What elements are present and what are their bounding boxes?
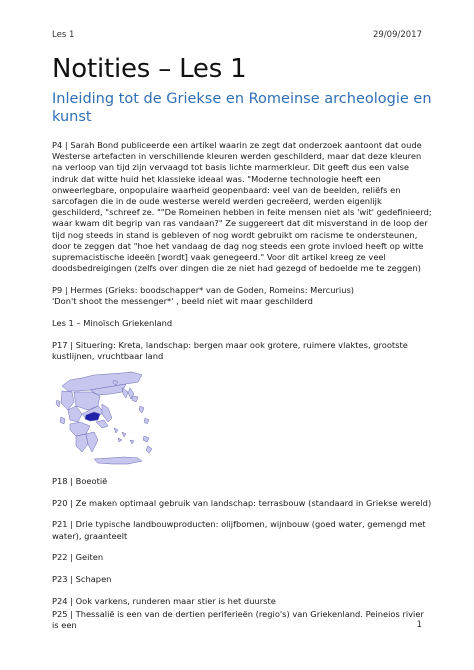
map-region: [76, 434, 88, 452]
paragraph-p18: P18 | Boeotië: [52, 475, 108, 486]
map-region: [96, 420, 108, 428]
map-region: [56, 400, 60, 407]
greece-map-image: [52, 370, 157, 470]
paragraph-p24: P24 | Ook varkens, runderen maar stier is het duurste: [52, 595, 276, 606]
map-region: [146, 446, 152, 453]
paragraph-p9: P9 | Hermes (Grieks: boodschapper* van de Goden, Romeins: Mercurius): [52, 284, 355, 295]
paragraph-p21: P21 | Drie typische landbouwproducten: olijfbomen, wijnbouw (goed water, gemengd met water), graanteelt: [52, 519, 426, 541]
page-subtitle: Inleiding tot de Griekse en Romeinse archeologie en kunst: [52, 91, 432, 125]
section-heading-minoisch: Les 1 – Minoïsch Griekenland: [52, 317, 173, 328]
map-region: [60, 417, 65, 424]
paragraph-p25: P25 | Thessalië is een van de dertien periferieën (regio's) van Griekenland. Peineios rivier is een: [52, 608, 424, 631]
page-title: Notities – Les 1: [52, 54, 247, 84]
map-region: [132, 396, 138, 402]
map-region: [130, 440, 134, 444]
map-region: [68, 406, 82, 422]
map-region: [86, 432, 98, 452]
map-region: [118, 438, 122, 442]
paragraph-p17: P17 | Situering: Kreta, landschap: bergen maar ook grotere, ruimere vlaktes, grootste kustlijnen, vruchtbaar land: [52, 339, 408, 361]
map-region: [143, 436, 149, 442]
header-left: Les 1: [52, 30, 75, 40]
paragraph-messenger: 'Don't shoot the messenger*' , beeld niet wit maar geschilderd: [52, 296, 313, 307]
map-region: [114, 428, 118, 433]
map-region: [102, 404, 112, 422]
page-number: 1: [416, 620, 422, 630]
paragraph-p4: P4 | Sarah Bond publiceerde een artikel waarin ze zegt dat onderzoek aantoont dat oude Westerse artefacten in verschillende kleuren werden geschilderd, maar dat deze kleuren na verloop van tijd zijn vervaagd tot basis lichte marmerkleur. Dit geeft dus een valse indruk dat witte huid het klassieke ideaal was. "Moderne technologie heeft een onweerlegbare, onpopulaire waarheid geopenbaard: veel van de beelden, reliëfs en sarcofagen die in de oude westerse wereld werden gecreëerd, werden eigenlijk geschilderd, "schreef ze. ""De Romeinen hebben in feite mensen niet als 'wit' gedefinieerd; waar kwam dit begrip van ras vandaan?" Ze suggereert dat dit misverstand in de loop der tijd nog steeds in stand is gebleven of nog wordt gebruikt om racisme te ondersteunen, door te zeggen dat "hoe het vandaag de dag nog steeds een grote invloed heeft op witte supremacistische ideeën [wordt] vaak genegeerd." Voor dit artikel kreeg ze veel doodsbedreigingen (zelfs over dingen die ze niet had gezegd of bedoelde me te zeggen): [52, 140, 432, 274]
paragraph-p20: P20 | Ze maken optimaal gebruik van landschap: terrasbouw (standaard in Griekse wereld): [52, 497, 432, 508]
map-region: [144, 418, 149, 424]
document-body: [52, 140, 432, 631]
map-region: [61, 391, 74, 410]
header-date: 29/09/2017: [373, 30, 422, 40]
map-region: [139, 406, 144, 413]
map-region: [122, 388, 128, 398]
paragraph-p23: P23 | Schapen: [52, 573, 112, 584]
map-region: [122, 432, 126, 437]
paragraph-p22: P22 | Geiten: [52, 552, 104, 563]
map-region: [94, 457, 142, 464]
